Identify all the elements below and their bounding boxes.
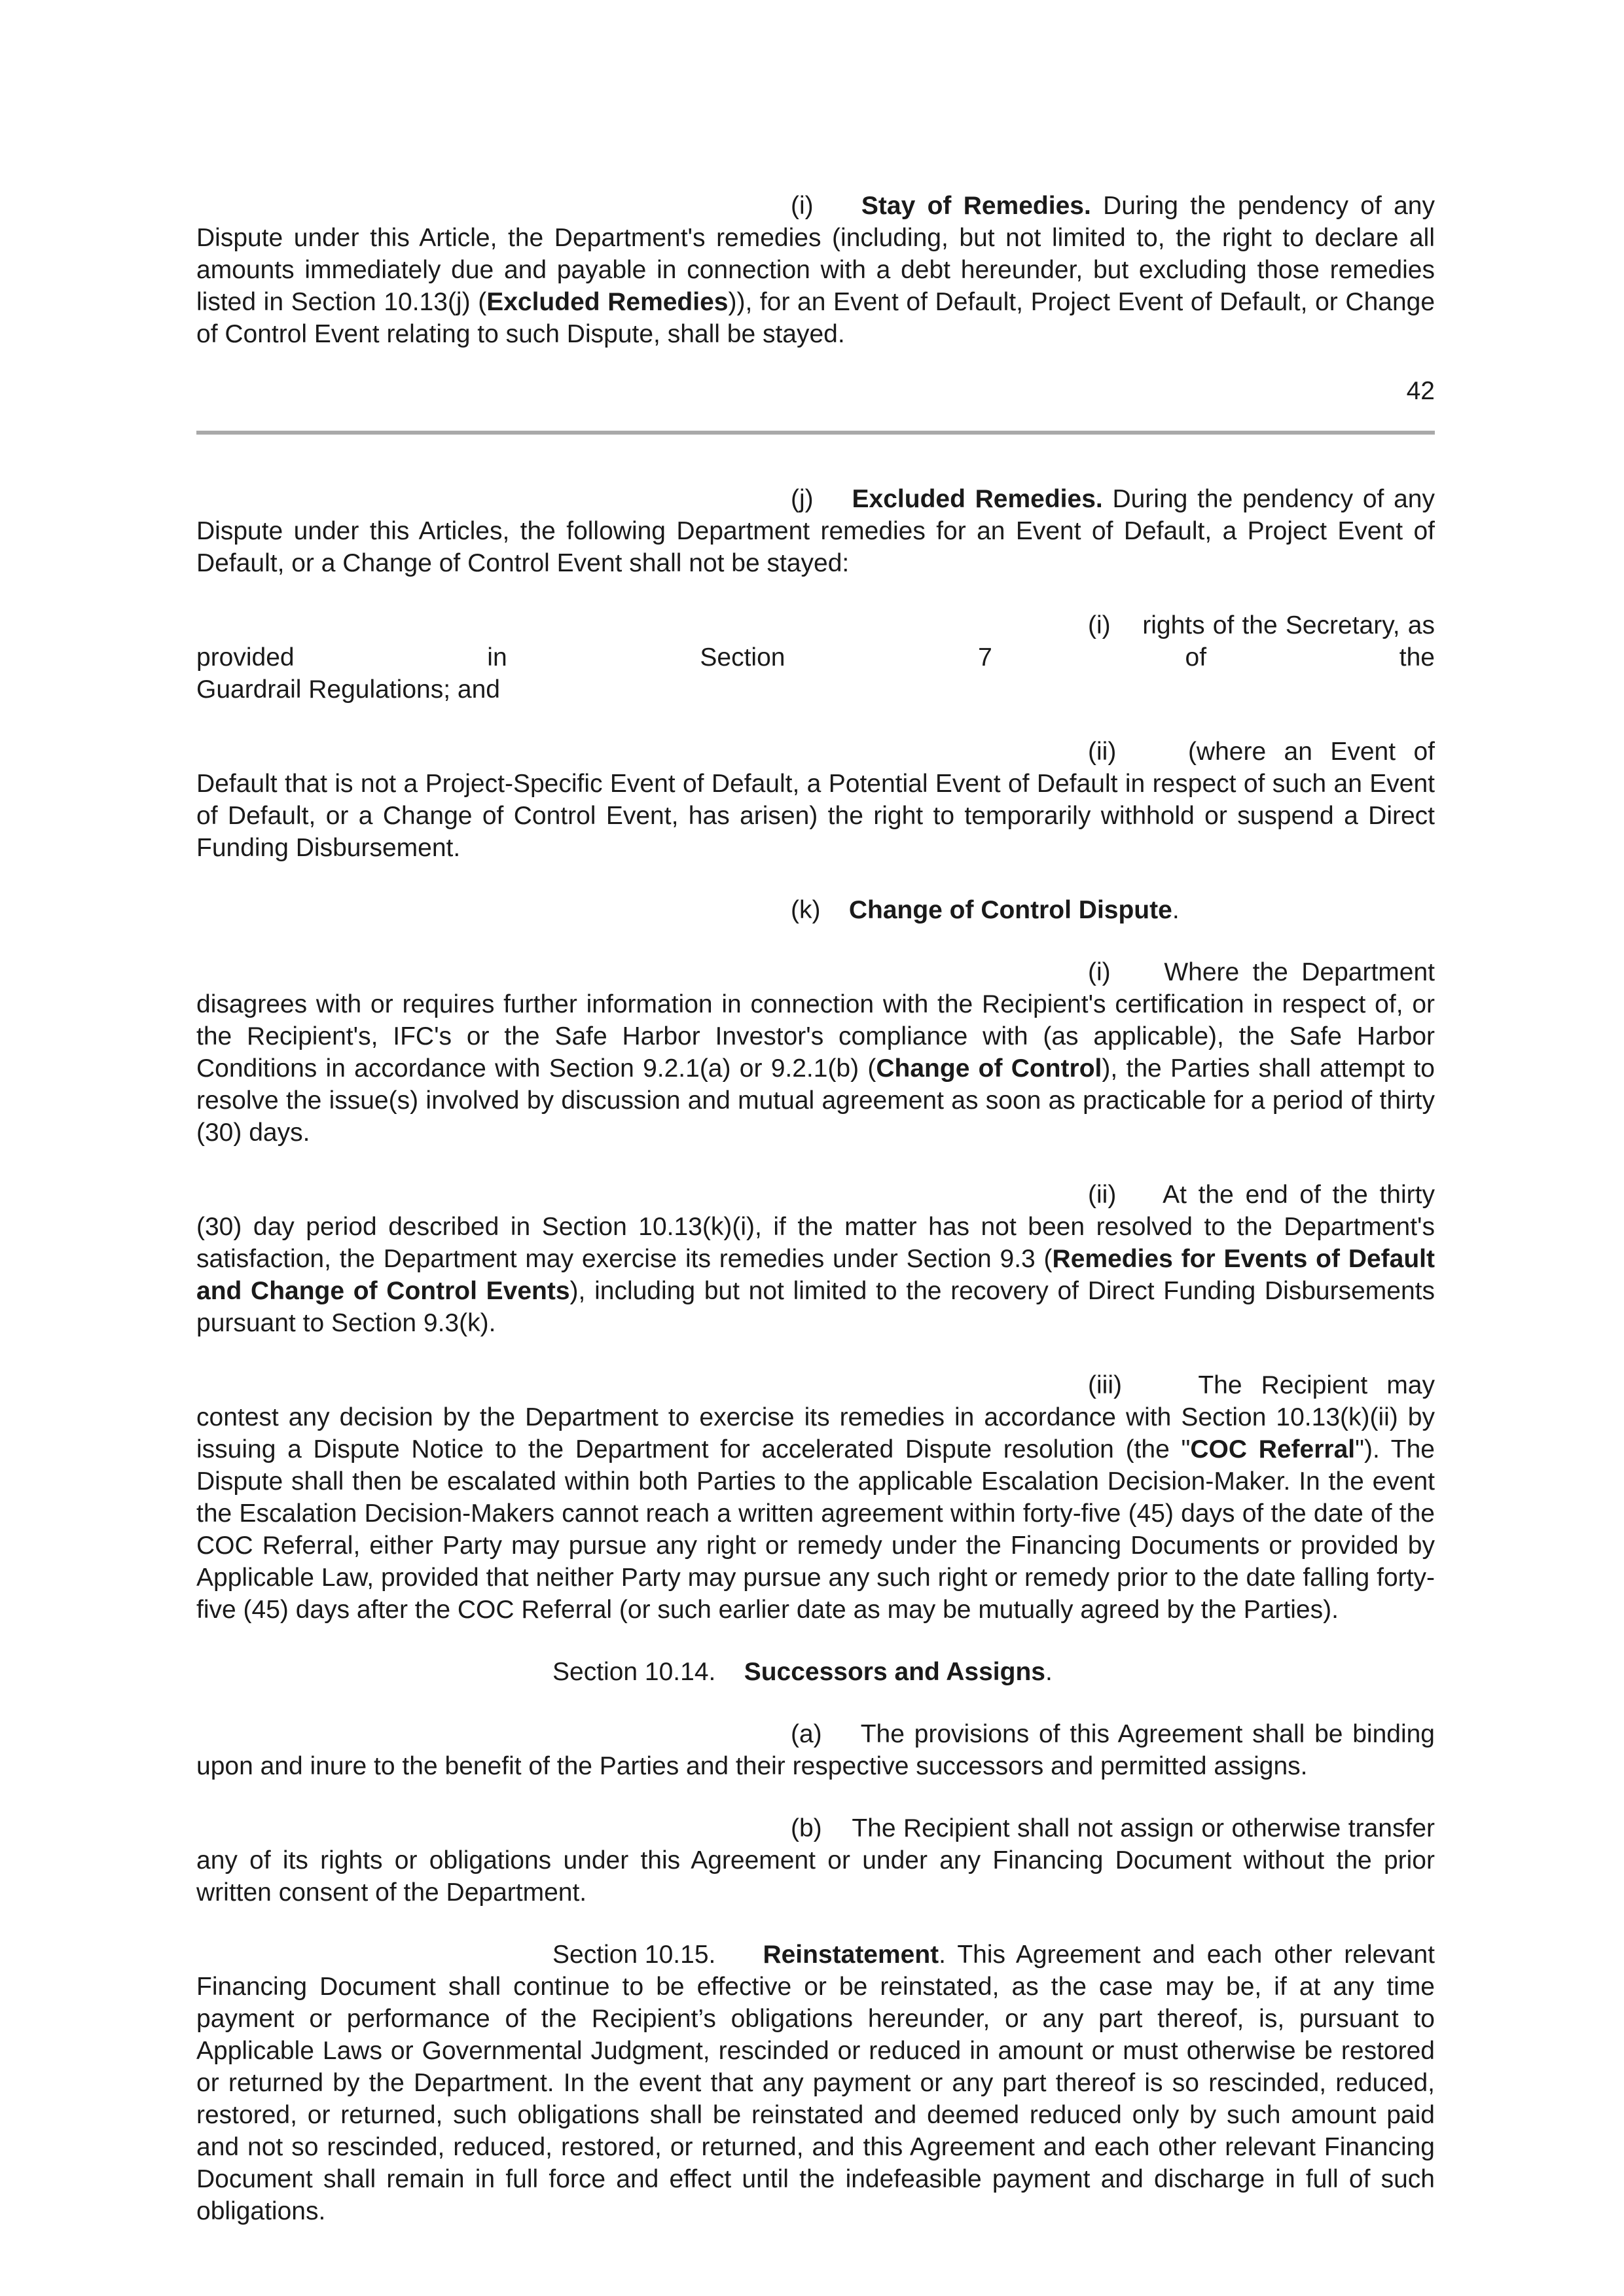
- body-text: (where an Event of Default that is not a Project-Specific Event of Default, a Potential Event of Default in respect of such an Event of Default, or a Change of Control Event, has arisen) the right to temporarily withhold or suspend a Direct Funding Disbursement.: [196, 738, 1435, 862]
- item-number: (k): [791, 896, 821, 924]
- body-text: Where the Department disagrees with or requires further information in connection with the Recipient's certification in respect of, or the Recipient's, IFC's or the Safe Harbor Investor's compliance with (as applicable), the Safe Harbor Conditions in accordance with Section 9.2.1(a) or 9.2.1(b) (: [196, 958, 1435, 1083]
- item-number: (i): [1088, 611, 1111, 639]
- item-number: (i): [1088, 958, 1111, 986]
- item-heading: Excluded Remedies.: [852, 485, 1103, 513]
- page-divider: [196, 431, 1435, 435]
- item-number: (ii): [1088, 738, 1117, 766]
- body-text: The Recipient may contest any decision by the Department to exercise its remedies in accordance with Section 10.13(k)(ii) by issuing a Dispute Notice to the Department for accelerated Dispute resolution (the ": [196, 1371, 1435, 1463]
- paragraph-end-of-period: [196, 1179, 1435, 1339]
- item-heading: Stay of Remedies.: [861, 192, 1091, 220]
- body-text: "). The Dispute shall then be escalated within both Parties to the applicable Escalation Decision-Maker. In the event the Escalation Decision-Makers cannot reach a written agreement within forty-five (45) days of the date of the COC Referral, either Party may pursue any right or remedy under the Financing Documents or provided by Applicable Law, provided that neither Party may pursue any such right or remedy prior to the date falling forty-five (45) days after the COC Referral (or such earlier date as may be mutually agreed by the Parties).: [196, 1435, 1435, 1624]
- body-text-line: Guardrail Regulations; and: [196, 675, 500, 704]
- item-number: (iii): [1088, 1371, 1122, 1399]
- section-title: Successors and Assigns: [744, 1658, 1045, 1686]
- body-text: .: [1045, 1658, 1053, 1686]
- section-number: Section 10.14.: [552, 1658, 716, 1686]
- section-number: Section 10.15.: [552, 1941, 716, 1969]
- body-text: ), the Parties shall attempt to resolve the issue(s) involved by discussion and mutual agreement as soon as practicable for a period of thirty (30) days.: [196, 1054, 1435, 1147]
- item-number: (ii): [1088, 1181, 1117, 1209]
- paragraph-stay-of-remedies: [196, 190, 1435, 350]
- defined-term: Change of Control: [876, 1054, 1102, 1083]
- paragraph-change-of-control-dispute: [196, 894, 1435, 926]
- paragraph-binding-effect: [196, 1718, 1435, 1782]
- paragraph-department-disagrees: [196, 956, 1435, 1149]
- item-number: (b): [791, 1814, 822, 1842]
- body-text: The provisions of this Agreement shall be binding upon and inure to the benefit of the Parties and their respective successors and permitted assigns.: [196, 1720, 1435, 1780]
- defined-term: Excluded Remedies: [486, 288, 729, 316]
- paragraph-secretary-rights: [196, 609, 1435, 706]
- paragraph-no-assignment: [196, 1812, 1435, 1909]
- body-text: .: [1172, 896, 1180, 924]
- body-text: ), including but not limited to the recovery of Direct Funding Disbursements pursuant to Section 9.3(k).: [196, 1277, 1435, 1337]
- body-text: The Recipient shall not assign or otherwise transfer any of its rights or obligations under this Agreement or under any Financing Document without the prior written consent of the Department.: [196, 1814, 1435, 1907]
- body-text: At the end of the thirty (30) day period described in Section 10.13(k)(i), if the matter has not been resolved to the Department's satisfaction, the Department may exercise its remedies under Section 9.3 (: [196, 1181, 1435, 1273]
- item-number: (a): [791, 1720, 822, 1748]
- section-title: Reinstatement: [763, 1941, 939, 1969]
- body-text: rights of the Secretary, as provided in Section 7 of the: [196, 611, 1435, 672]
- body-text: During the pendency of any Dispute under this Article, the Department's remedies (including, but not limited to, the right to declare all amounts immediately due and payable in connection with a debt hereunder, but excluding those remedies listed in Section 10.13(j) (: [196, 192, 1435, 316]
- paragraph-coc-referral: [196, 1369, 1435, 1626]
- defined-term: COC Referral: [1190, 1435, 1356, 1463]
- item-heading: Change of Control Dispute: [848, 896, 1172, 924]
- section-reinstatement: [196, 1939, 1435, 2227]
- body-text: )), for an Event of Default, Project Event of Default, or Change of Control Event relating to such Dispute, shall be stayed.: [196, 288, 1435, 348]
- item-number: (i): [791, 192, 814, 220]
- item-number: (j): [791, 485, 814, 513]
- document-page: [196, 190, 1435, 2257]
- defined-term: Remedies for Events of Default and Change of Control Events: [196, 1245, 1435, 1305]
- body-text: During the pendency of any Dispute under this Articles, the following Department remedies for an Event of Default, a Project Event of Default, or a Change of Control Event shall not be stayed:: [196, 485, 1435, 577]
- body-text-line: [196, 609, 1435, 673]
- paragraph-excluded-remedies: [196, 483, 1435, 579]
- paragraph-withhold-disbursement: [196, 736, 1435, 864]
- section-heading-successors: [196, 1656, 1435, 1688]
- body-text: . This Agreement and each other relevant Financing Document shall continue to be effective or be reinstated, as the case may be, if at any time payment or performance of the Recipient’s obligations hereunder, or any part thereof, is, pursuant to Applicable Laws or Governmental Judgment, rescinded or reduced in amount or must otherwise be restored or returned by the Department. In the event that any payment or any part thereof is so rescinded, reduced, restored, or returned, such obligations shall be reinstated and deemed reduced only by such amount paid and not so rescinded, reduced, restored, or returned, and this Agreement and each other relevant Financing Document shall remain in full force and effect until the indefeasible payment and discharge in full of such obligations.: [196, 1941, 1435, 2225]
- page-number: 42: [1406, 377, 1435, 405]
